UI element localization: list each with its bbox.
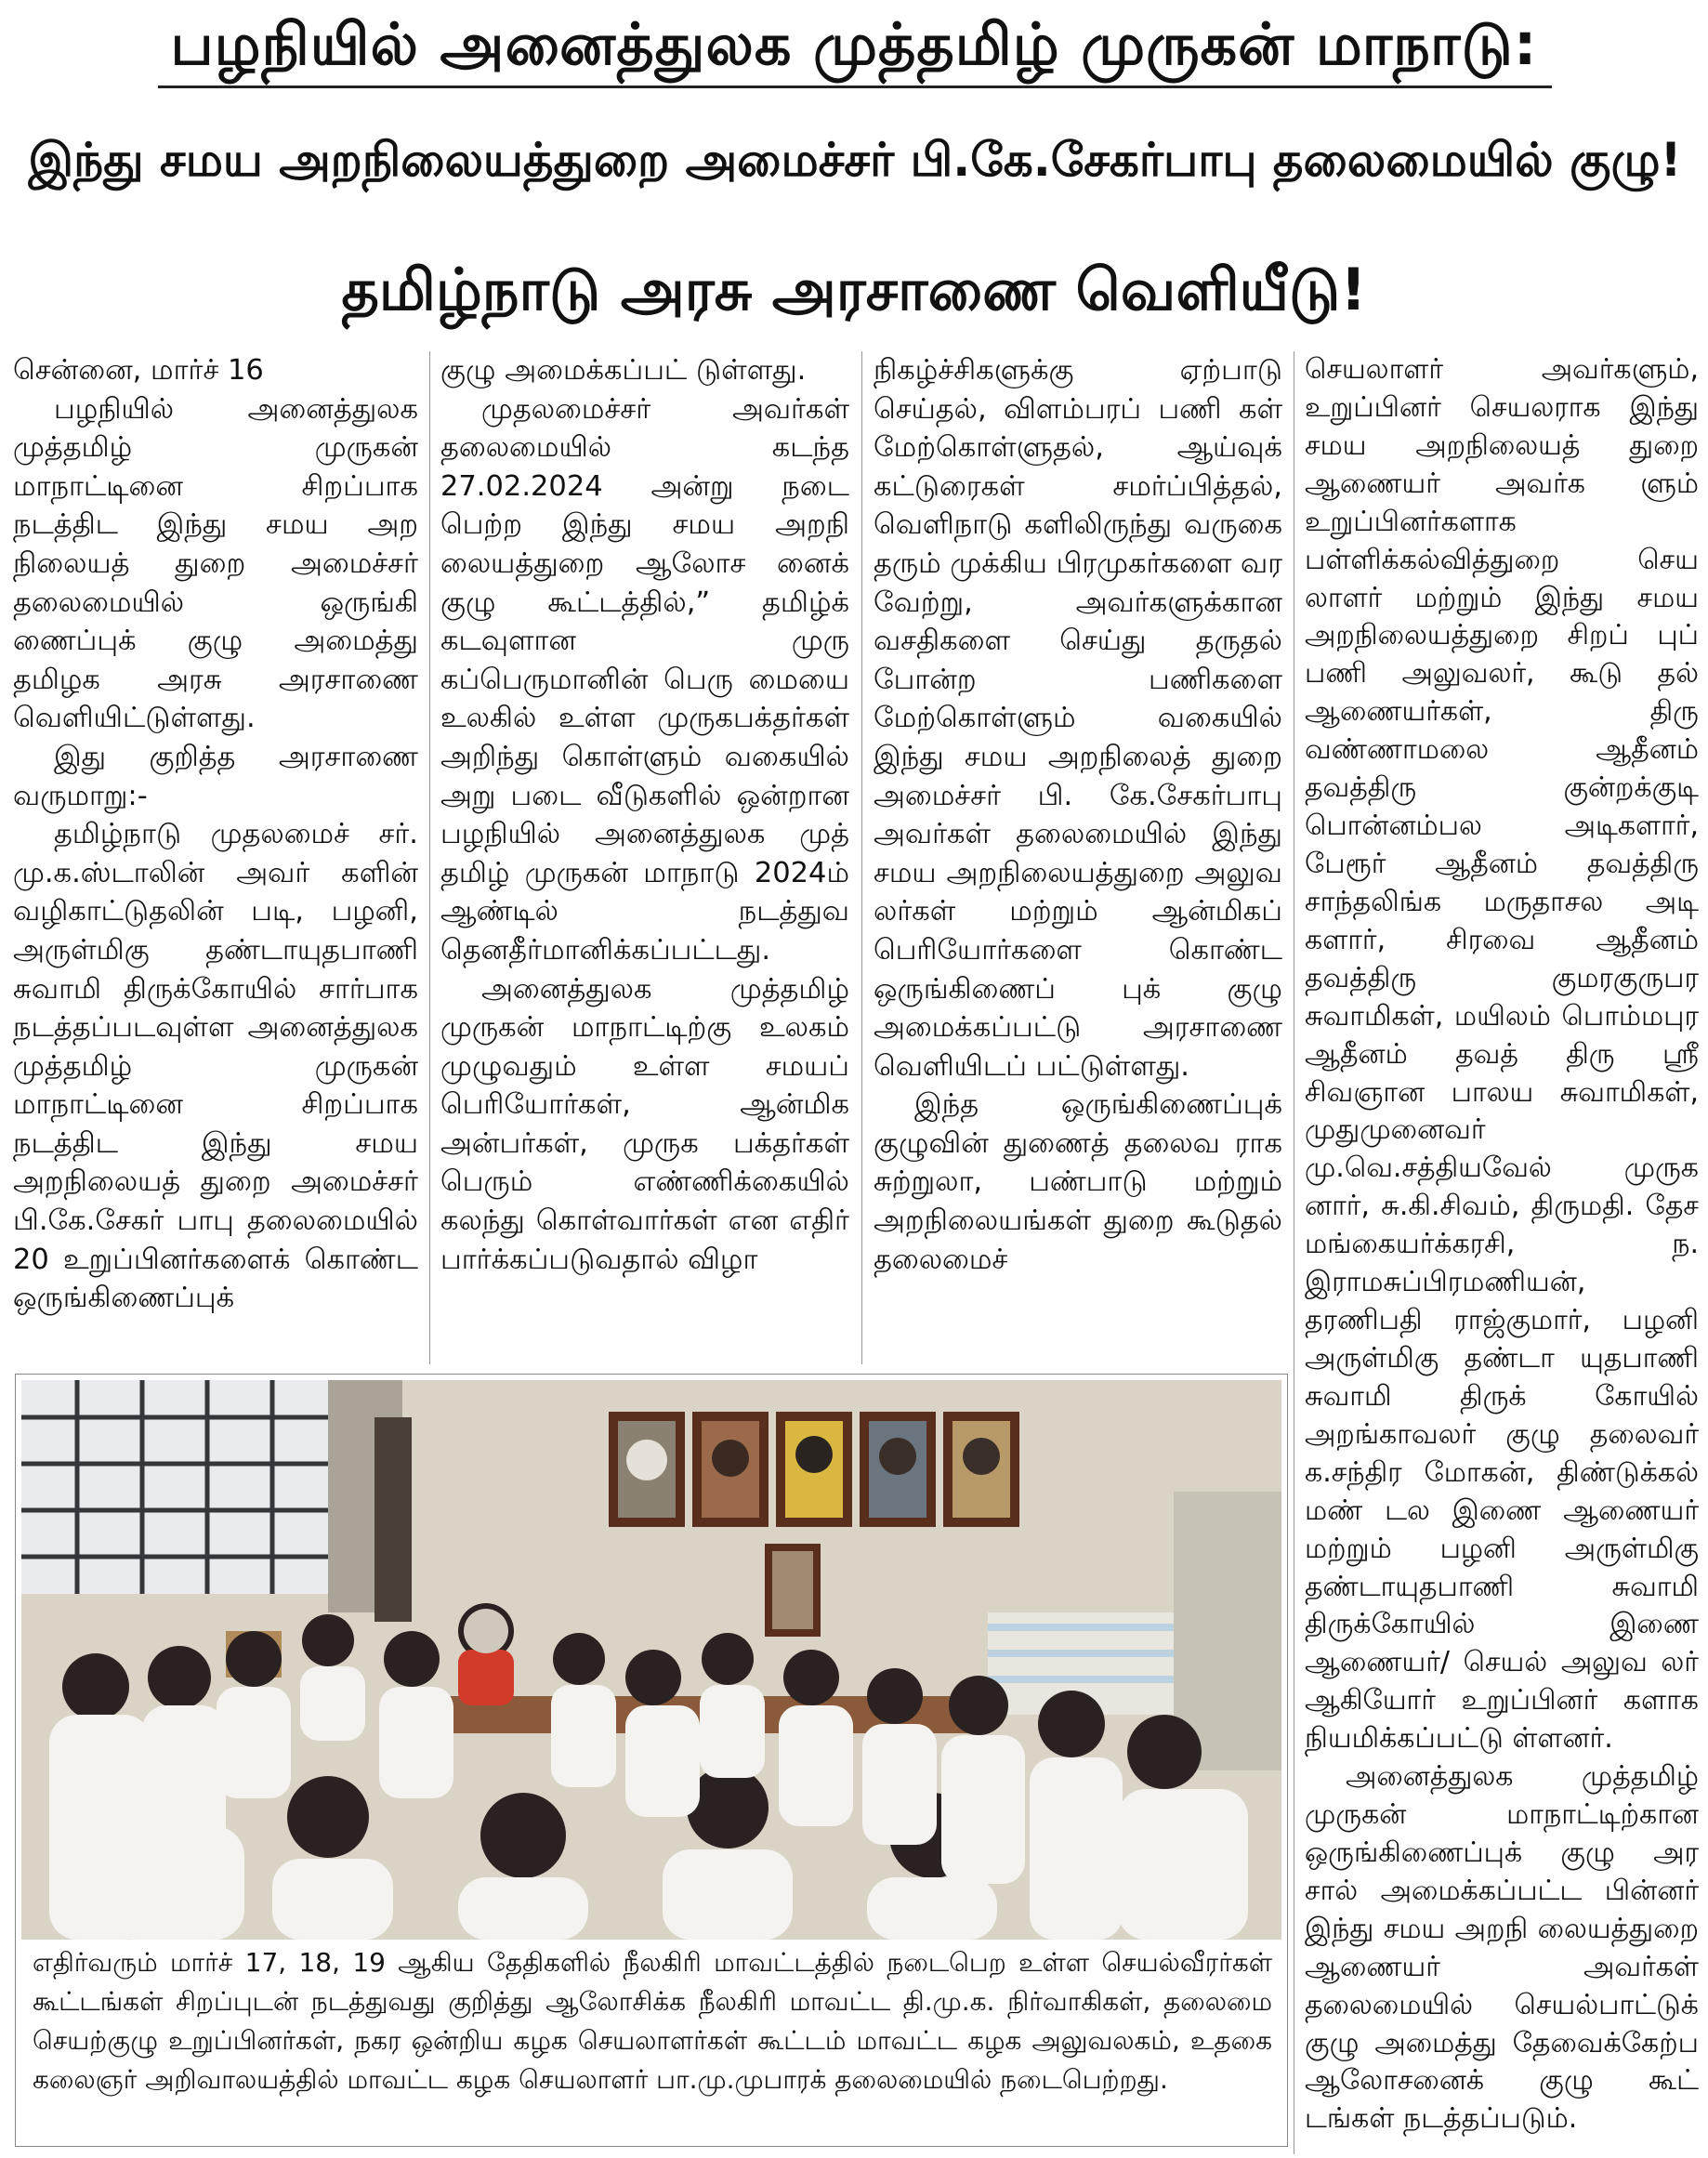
article-column-4	[1305, 351, 1699, 2154]
paragraph: பழநியில் அனைத்துலக முத்தமிழ் முருகன் மாநாட்டினை சிறப்பாக நடத்திட இந்து சமய அற நிலையத் துறை அமைச்சர் தலைமையில் ஒருங்கி ணைப்புக் குழு அமைத்து தமிழக அரசு அரசாணை வெளியிட்டுள்ளது.	[13, 392, 418, 735]
news-photo-box	[15, 1374, 1288, 2147]
article-column-3	[874, 351, 1282, 1364]
paragraph: அனைத்துலக முத்தமிழ் முருகன் மாநாட்டிற்கு உலகம் முழுவதும் உள்ள சமயப் பெரியோர்கள், ஆன்மிக அன்பர்கள், முருக பக்தர்கள் பெரும் எண்ணிக்கையில் கலந்து கொள்வார்கள் என எதிர் பார்க்கப்படுவதால் விழா	[440, 972, 849, 1276]
paragraph: முதலமைச்சர் அவர்கள் தலைமையில் கடந்த 27.02.2024 அன்று நடை பெற்ற இந்து சமய அறநி லையத்துறை ஆலோச னைக் குழு கூட்டத்தில்,” தமிழ்க் கடவுளான முரு கப்பெருமானின் பெரு மையை உலகில் உள்ள முருகபக்தர்கள் அறிந்து கொள்ளும் வகையில் அறு படை வீடுகளில் ஒன்றான பழநியில் அனைத்துலக முத் தமிழ் முருகன் மாநாடு 2024ம் ஆண்டில் நடத்துவ தெனதீர்மானிக்கப்பட்டது.	[440, 392, 849, 967]
meeting-photo	[21, 1380, 1281, 1940]
column-divider	[861, 351, 862, 1364]
dateline: சென்னை, மார்ச் 16	[13, 354, 264, 387]
paragraph: இந்த ஒருங்கிணைப்புக் குழுவின் துணைத் தலைவ ராக சுற்றுலா, பண்பாடு மற்றும் அறநிலையங்கள் துறை கூடுதல் தலைமைச்	[874, 1088, 1282, 1276]
main-headline: இந்து சமய அறநிலையத்துறை அமைச்சர் பி.கே.சேகர்பாபு தலைமையில் குழு!	[28, 133, 1682, 187]
paragraph: தமிழ்நாடு முதலமைச் சர். மு.க.ஸ்டாலின் அவர் களின் வழிகாட்டுதலின் படி, பழனி, அருள்மிகு தண்டாயுதபாணி சுவாமி திருக்கோயில் சார்பாக நடத்தப்படவுள்ள அனைத்துலக முத்தமிழ் முருகன் மாநாட்டினை சிறப்பாக நடத்திட இந்து சமய அறநிலையத் துறை அமைச்சர் பி.கே.சேகர் பாபு தலைமையில் 20 உறுப்பினர்களைக் கொண்ட ஒருங்கிணைப்புக்	[13, 818, 418, 1315]
paragraph: இது குறித்த அரசாணை வருமாறு:-	[13, 740, 418, 812]
photo-caption: எதிர்வரும் மார்ச் 17, 18, 19 ஆகிய தேதிகளில் நீலகிரி மாவட்டத்தில் நடைபெற உள்ள செயல்வீரர்கள் கூட்டங்கள் சிறப்புடன் நடத்துவது குறித்து ஆலோசிக்க நீலகிரி மாவட்ட தி.மு.க. நிர்வாகிகள், தலைமை செயற்குழு உறுப்பினர்கள், நகர ஒன்றிய கழக செயலாளர்கள் கூட்டம் மாவட்ட கழக அலுவலகம், உதகை கலைஞர் அறிவாலயத்தில் மாவட்ட கழக செயலாளர் பா.மு.முபாரக் தலைமையில் நடைபெற்றது.	[33, 1947, 1272, 2095]
paragraph: குழு அமைக்கப்பட் டுள்ளது.	[440, 354, 807, 387]
article-column-1	[13, 351, 418, 1364]
paragraph: செயலாளர் அவர்களும், உறுப்பினர் செயலராக இந்து சமய அறநிலையத் துறை ஆணையர் அவர்க ளும் உறுப்பினர்களாக பள்ளிக்கல்வித்துறை செய லாளர் மற்றும் இந்து சமய அறநிலையத்துறை சிறப் புப் பணி அலுவலர், கூடு தல் ஆணையர்கள், திரு வண்ணாமலை ஆதீனம் தவத்திரு குன்றக்குடி பொன்னம்பல அடிகளார், பேரூர் ஆதீனம் தவத்திரு சாந்தலிங்க மருதாசல அடி களார், சிரவை ஆதீனம் தவத்திரு குமரகுருபர சுவாமிகள், மயிலம் பொம்மபுர ஆதீனம் தவத் திரு ஸ்ரீ சிவஞான பாலய சுவாமிகள், முதுமுனைவர் மு.வெ.சத்தியவேல் முருக னார், சு.கி.சிவம், திருமதி. தேச மங்கையர்க்கரசி, ந. இராமசுப்பிரமணியன், தரணிபதி ராஜ்குமார், பழனி அருள்மிகு தண்டா யுதபாணி சுவாமி திருக் கோயில் அறங்காவலர் குழு தலைவர் க.சந்திர மோகன், திண்டுக்கல் மண் டல இணை ஆணையர் மற்றும் பழனி அருள்மிகு தண்டாயுதபாணி சுவாமி திருக்கோயில் இணை ஆணையர்/ செயல் அலுவ லர் ஆகியோர் உறுப்பினர் களாக நியமிக்கப்பட்டு ள்ளனர்.	[1305, 353, 1699, 1756]
meeting-photo-illustration	[21, 1380, 1281, 1940]
sub-headline: தமிழ்நாடு அரசு அரசாணை வெளியீடு!	[341, 256, 1367, 323]
kicker-underline	[158, 86, 1552, 88]
article-column-2	[440, 351, 849, 1364]
paragraph: அனைத்துலக முத்தமிழ் முருகன் மாநாட்டிற்கான ஒருங்கிணைப்புக் குழு அர சால் அமைக்கப்பட்ட பின்னர் இந்து சமய அறநி லையத்துறை ஆணையர் அவர்கள் தலைமையில் செயல்பாட்டுக் குழு அமைத்து தேவைக்கேற்ப ஆலோசனைக் குழு கூட் டங்கள் நடத்தப்படும்.	[1305, 1760, 1699, 2136]
kicker-headline: பழநியில் அனைத்துலக முத்தமிழ் முருகன் மாநாடு:	[170, 10, 1538, 78]
column-divider	[429, 351, 430, 1364]
paragraph: நிகழ்ச்சிகளுக்கு ஏற்பாடு செய்தல், விளம்பரப் பணி கள் மேற்கொள்ளுதல், ஆய்வுக் கட்டுரைகள் சமர்ப்பித்தல், வெளிநாடு களிலிருந்து வருகை தரும் முக்கிய பிரமுகர்களை வர வேற்று, அவர்களுக்கான வசதிகளை செய்து தருதல் போன்ற பணிகளை மேற்கொள்ளும் வகையில் இந்து சமய அறநிலைத் துறை அமைச்சர் பி. கே.சேகர்பாபு அவர்கள் தலைமையில் இந்து சமய அறநிலையத்துறை அலுவ லர்கள் மற்றும் ஆன்மிகப் பெரியோர்களை கொண்ட ஒருங்கிணைப் புக் குழு அமைக்கப்பட்டு அரசாணை வெளியிடப் பட்டுள்ளது.	[874, 354, 1283, 1083]
